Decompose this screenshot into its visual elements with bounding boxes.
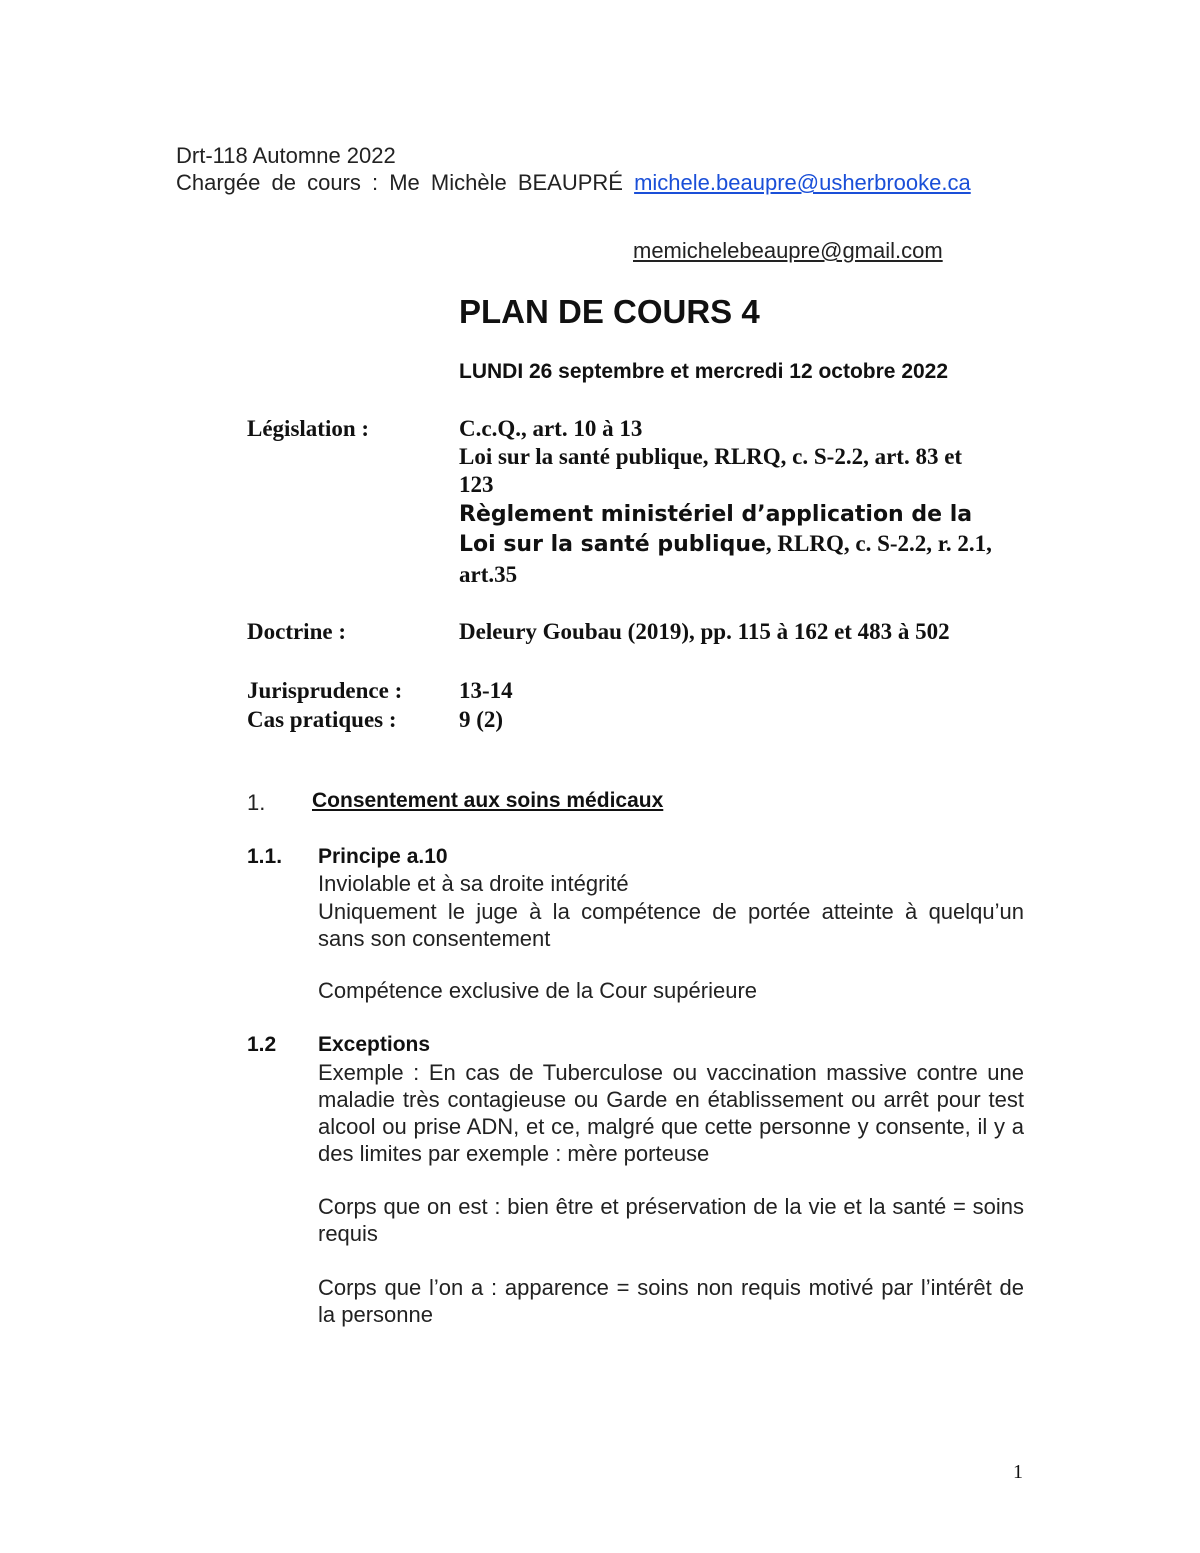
- jurisprudence-label: Jurisprudence :: [247, 678, 403, 703]
- email-usherbrooke-link[interactable]: michele.beaupre@usherbrooke.ca: [634, 170, 971, 195]
- exceptions-example-paragraph: Exemple : En cas de Tuberculose ou vaccination massive contre une maladie très contagieuse ou Garde en établissement ou arrêt pour test alcool ou prise ADN, et ce, malgré que cette personne y consente, il y a des limites par exemple : mère porteuse: [318, 1060, 1024, 1166]
- lecturer-line: [176, 170, 971, 196]
- principle-text: Inviolable et à sa droite intégrité: [318, 871, 629, 896]
- reglement-loi-name: Loi sur la santé publique: [459, 532, 766, 557]
- principle-paragraph: Uniquement le juge à la compétence de portée atteinte à quelqu’un sans son consentement: [318, 899, 1024, 951]
- section-title: Consentement aux soins médicaux: [312, 789, 664, 812]
- legislation-reglement-article: art.35: [459, 562, 518, 587]
- cas-pratiques-value: 9 (2): [459, 707, 504, 732]
- course-header: Drt-118 Automne 2022: [176, 143, 396, 168]
- page-number: 1: [1013, 1461, 1023, 1483]
- legislation-loi-line-cont: 123: [459, 472, 494, 497]
- legislation-reglement-line: Règlement ministériel d’application de la: [459, 502, 973, 527]
- subsection-number: 1.2: [247, 1033, 277, 1056]
- subsection-title: Principe a.10: [318, 845, 448, 868]
- corps-on-est-paragraph: Corps que on est : bien être et préservation de la vie et la santé = soins requis: [318, 1194, 1024, 1246]
- principle-competence: Compétence exclusive de la Cour supérieure: [318, 978, 758, 1003]
- legislation-reglement-line-2: [459, 531, 992, 557]
- corps-on-a-paragraph: Corps que l’on a : apparence = soins non requis motivé par l’intérêt de la personne: [318, 1275, 1024, 1327]
- doctrine-label: Doctrine :: [247, 619, 346, 644]
- subsection-number: 1.1.: [247, 845, 283, 868]
- subsection-title: Exceptions: [318, 1033, 431, 1056]
- legislation-loi-line: Loi sur la santé publique, RLRQ, c. S-2.2, art. 83 et: [459, 444, 963, 469]
- course-dates: LUNDI 26 septembre et mercredi 12 octobre 2022: [459, 360, 949, 383]
- legislation-label: Législation :: [247, 416, 370, 441]
- cas-pratiques-label: Cas pratiques :: [247, 707, 397, 732]
- section-number: 1.: [247, 790, 266, 815]
- reglement-reference: , RLRQ, c. S-2.2, r. 2.1,: [765, 531, 992, 556]
- lecturer-name: Chargée de cours : Me Michèle BEAUPRÉ: [176, 170, 623, 195]
- legislation-ccq: C.c.Q., art. 10 à 13: [459, 416, 643, 441]
- page-title: PLAN DE COURS 4: [459, 293, 760, 330]
- doctrine-value: Deleury Goubau (2019), pp. 115 à 162 et 483 à 502: [459, 619, 950, 644]
- email-gmail-link[interactable]: memichelebeaupre@gmail.com: [633, 238, 943, 263]
- jurisprudence-value: 13-14: [459, 678, 513, 703]
